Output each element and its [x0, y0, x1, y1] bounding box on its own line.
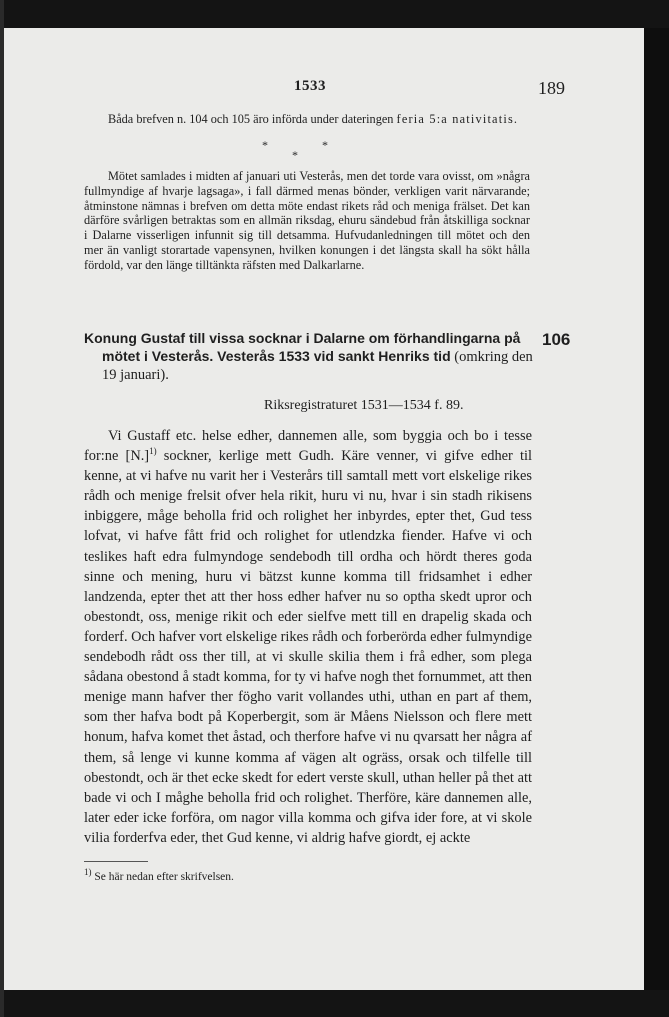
letter-text-part-1: Vi Gustaff etc. helse edher, dannemen alle, som byggia och bo i tesse for:ne [N.] — [84, 428, 532, 465]
section-separator — [4, 138, 644, 168]
book-page — [4, 28, 644, 990]
document-heading — [84, 330, 534, 385]
letter-body — [84, 426, 532, 848]
separator-star: * — [322, 138, 328, 152]
header-year: 1533 — [294, 78, 326, 94]
letter-text-part-2: sockner, kerlige mett Gudh. Käre venner, vi gifve edher til kenne, at vi hafve nu varit her i Vesterårs till samtall mett vort elskelige rikes rådh och menige frelsit ofver hela rikit, huru vi nu, hvar i sin stadh rikisens inbiggere, måge beholla frid och rolighet her inbyrdes, epter thet, Gud tess lofvat, vi hafve fått frid och rolighet for utlendzka fiender. Hafve vi och teslikes haft edra fulmyndoge sendebodh till ordha och hördt theres goda sinne och mening, huru vi bätzst kunne komma till fridsamhet i edher landzenda, epter thet att ther hoss edher hafver nu so optha skedt upror och obestondt, oss, menige rikit och eder sielfve mett till en drapelig skada och forderf. Och hafver vort elskelige rikes rådh och forberörda edher fulmyndige sendebodh rådt oss ther till, at vi skulle skilia them i frå edher, som plega sådana obestond å stadt komma, for ty vi hafve nogh thet fornummet, att then menige mann hafver ther fögho varit vollandes uthi, uthan en part af them, som ther hafva bodt på Koperbergit, som är Måens Nielsson och flere mett honum, hafva komet thet åstad, och therfore hafve vi nu qvarsatt her några af them, så lenge vi kunne komma af vägen alt ogräss, orsak och tilfelle till obestondt, och är thet ecke skedt for edert verste skull, uthan heller på thet att bade vi och I måghe beholla frid och rolighet. Therföre, käre dannemen alle, later eder icke forföra, om nagor villa komma och gifva ider fore, at vi skole vilia forderfva eder, thet Gud kenne, vi aldrig hafve giordt, ej ackte — [84, 448, 532, 846]
separator-star: * — [292, 148, 298, 162]
separator-star: * — [262, 138, 268, 152]
heading-line-2 — [84, 348, 534, 385]
page-number: 189 — [538, 78, 565, 98]
heading-place-date: mötet i Vesterås. Vesterås 1533 vid sankt Henriks tid — [102, 347, 451, 364]
scan-edge-right — [644, 28, 669, 990]
intro-note-text: Båda brefven n. 104 och 105 äro införda under dateringen — [108, 112, 397, 126]
footnote-rule — [84, 861, 148, 862]
preface-paragraph: Mötet samlades i midten af januari uti Vesterås, men det torde vara ovisst, om »några fullmyndige af hvarje lagsaga», i fall därmed menas bönder, verkligen varit närvarande; åtminstone nämnas i brefven om detta möte endast rikets råd och meniga frälset. Det kan därföre svårligen betraktas som en allmän riksdag, ehuru sändebud från åtskilliga socknar i Dalarne visserligen infunnit sig till detsamma. Hufvudanledningen till mötet och den mer än vanligt storartade vapensynen, hvilken konungen i det längsta skall ha sökt hålla fördold, var den länge tilltänkta räfsten med Dalkarlarne. — [84, 169, 530, 272]
running-header — [4, 78, 644, 108]
footnote-text: Se här nedan efter skrifvelsen. — [91, 871, 234, 883]
heading-date-note: (omkring den 19 januari). — [102, 348, 533, 383]
source-reference: Riksregistraturet 1531—1534 f. 89. — [264, 398, 464, 413]
footnote-marker: 1) — [84, 867, 92, 878]
footnote-reference[interactable]: 1) — [149, 446, 157, 457]
intro-note-date: feria 5:a nativitatis. — [396, 112, 519, 126]
footnote — [84, 867, 234, 883]
document-number: 106 — [542, 330, 571, 349]
heading-line-1: Konung Gustaf till vissa socknar i Dalarne om förhandlingarna på — [84, 330, 521, 346]
intro-note — [84, 112, 530, 127]
